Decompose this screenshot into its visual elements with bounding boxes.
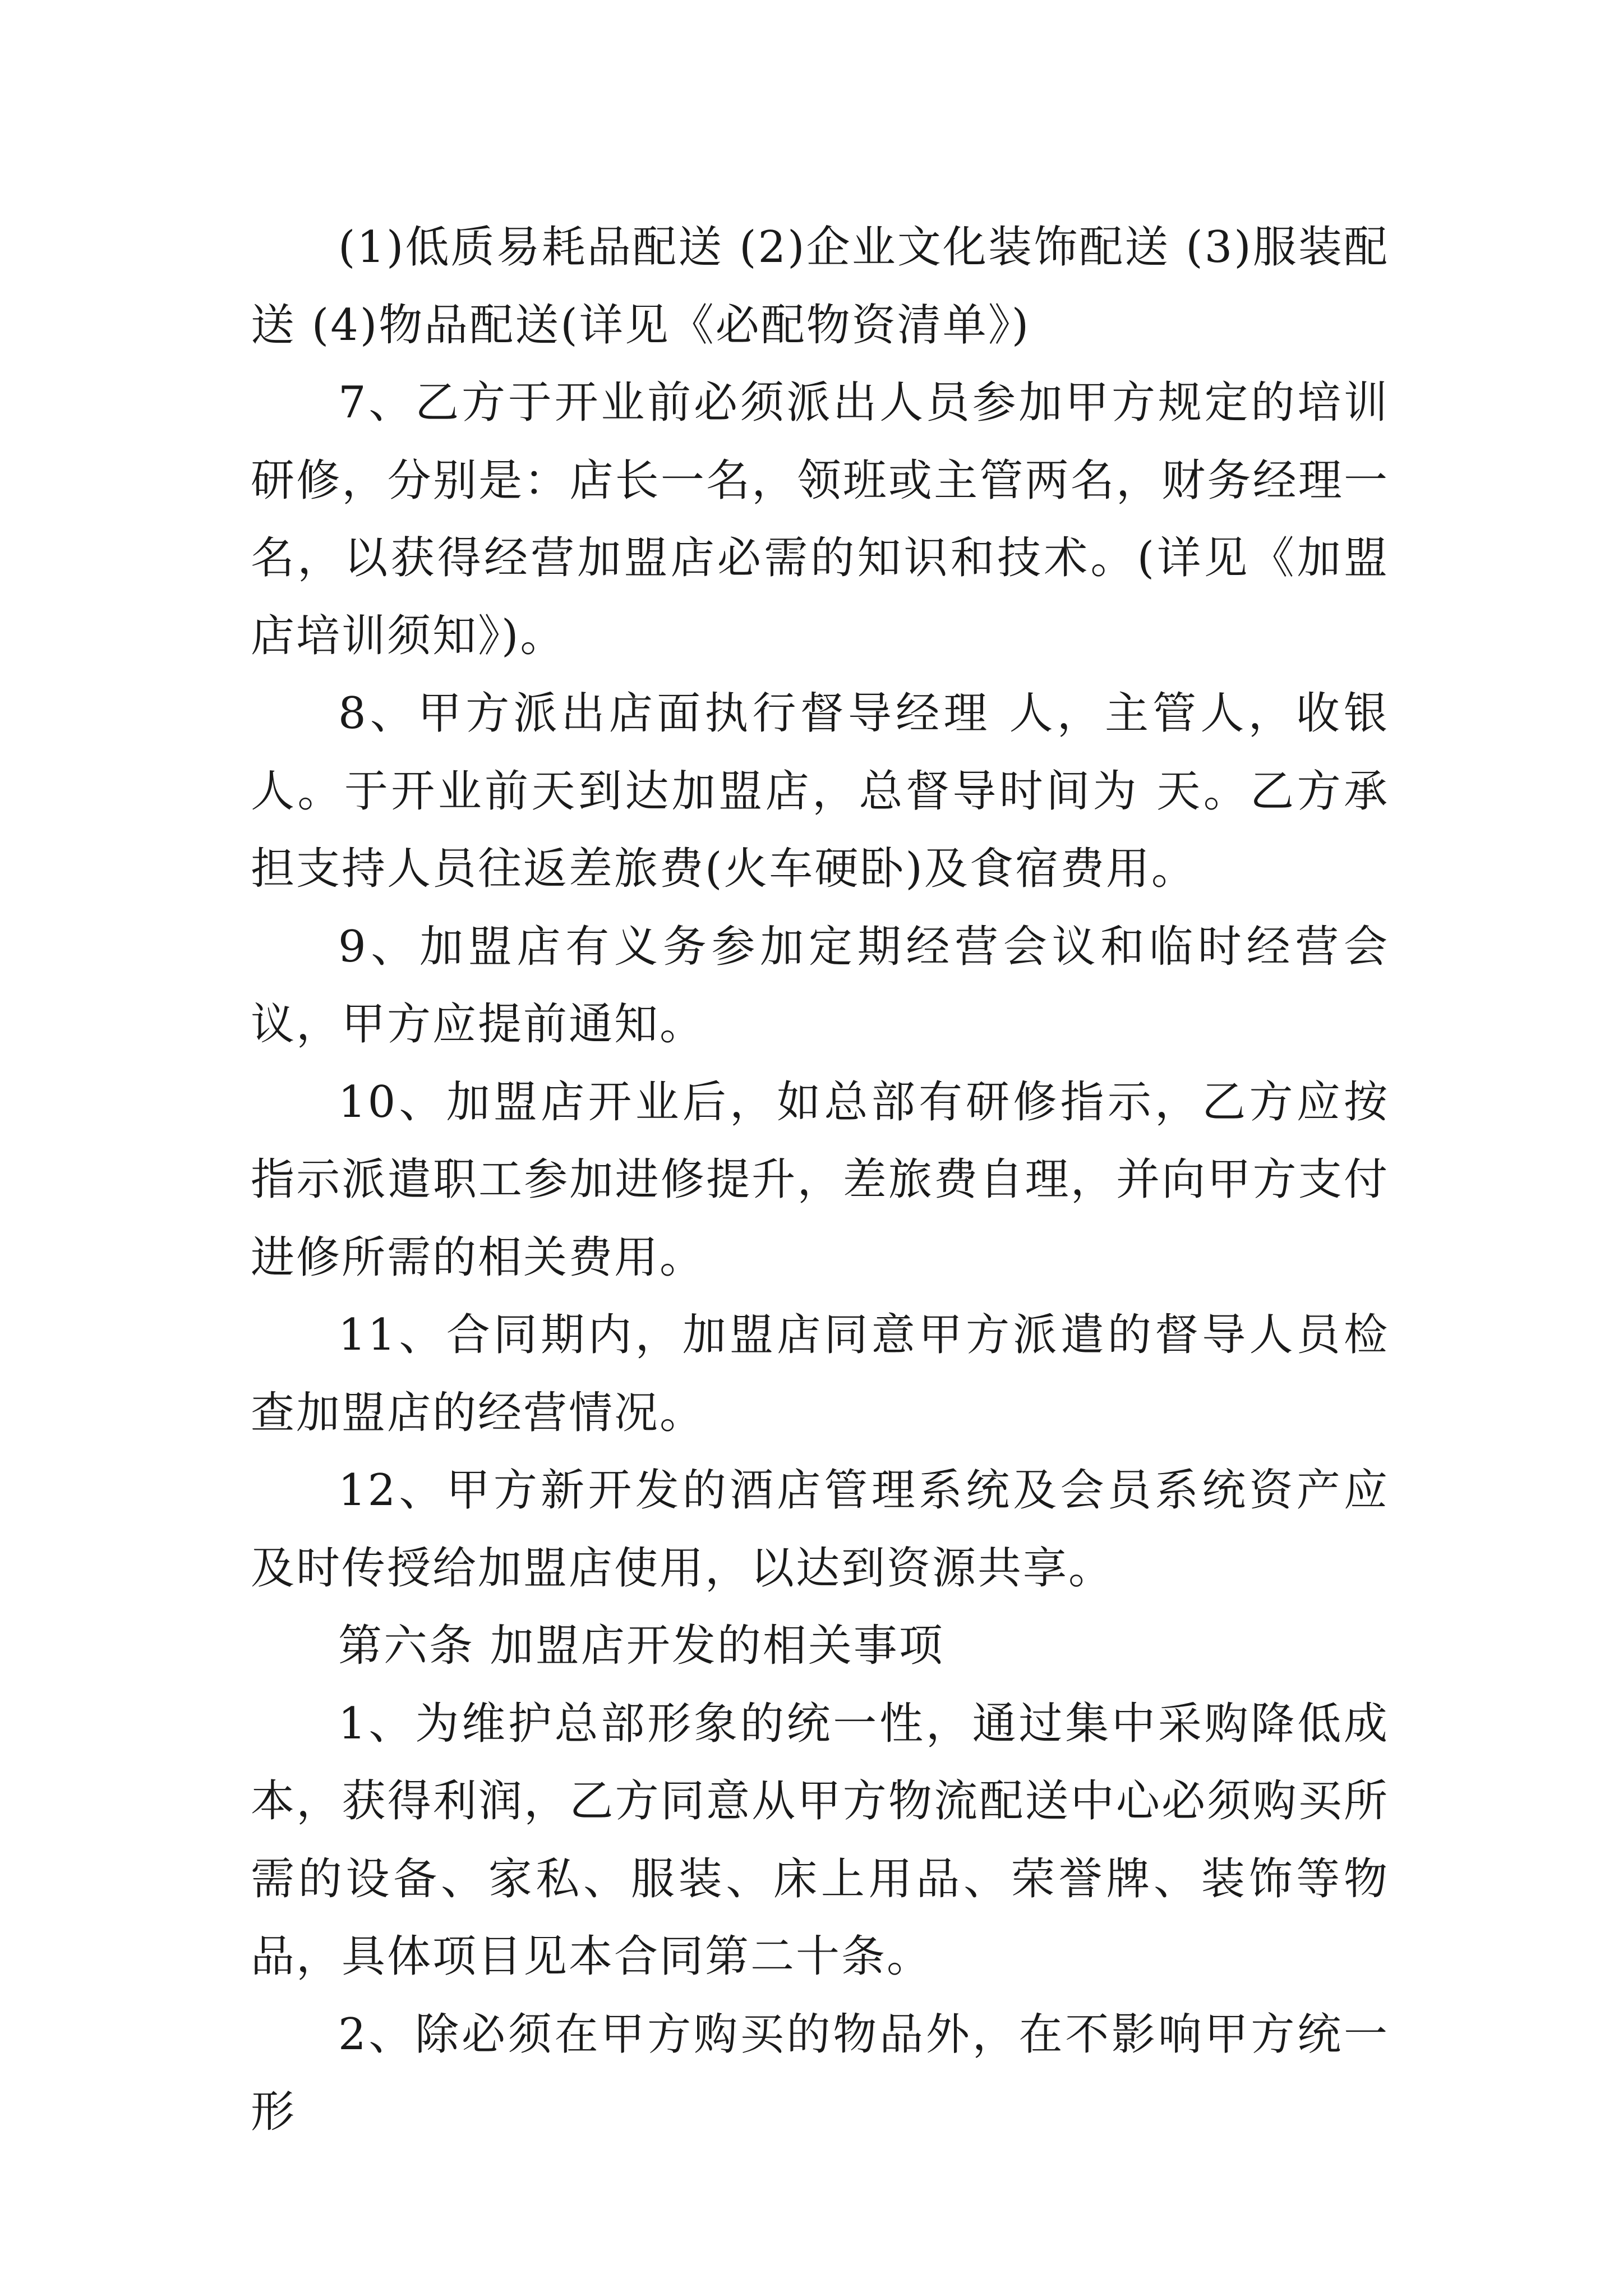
paragraph-clause-12: 12、甲方新开发的酒店管理系统及会员系统资产应及时传授给加盟店使用，以达到资源共享。 [251, 1465, 1389, 1594]
document-body [251, 209, 1389, 2151]
paragraph-delivery-items: (1)低质易耗品配送 (2)企业文化装饰配送 (3)服装配送 (4)物品配送(详见《必配物资清单》) [251, 222, 1389, 351]
paragraph-article-6-clause-2: 2、除必须在甲方购买的物品外，在不影响甲方统一形 [251, 2009, 1389, 2137]
paragraph-clause-8: 8、甲方派出店面执行督导经理 人，主管人，收银人。于开业前天到达加盟店，总督导时间为 天。乙方承担支持人员往返差旅费(火车硬卧)及食宿费用。 [251, 688, 1389, 894]
paragraph-clause-11: 11、合同期内，加盟店同意甲方派遣的督导人员检查加盟店的经营情况。 [251, 1310, 1389, 1438]
section-heading-article-6: 第六条 加盟店开发的相关事项 [338, 1621, 944, 1671]
paragraph-clause-10: 10、加盟店开业后，如总部有研修指示，乙方应按指示派遣职工参加进修提升，差旅费自理，并向甲方支付进修所需的相关费用。 [251, 1076, 1389, 1283]
paragraph-clause-9: 9、加盟店有义务参加定期经营会议和临时经营会议，甲方应提前通知。 [251, 921, 1389, 1050]
paragraph-clause-7: 7、乙方于开业前必须派出人员参加甲方规定的培训研修，分别是：店长一名，领班或主管两名，财务经理一名，以获得经营加盟店必需的知识和技术。(详见《加盟店培训须知》)。 [251, 378, 1389, 661]
paragraph-article-6-clause-1: 1、为维护总部形象的统一性，通过集中采购降低成本，获得利润，乙方同意从甲方物流配送中心必须购买所需的设备、家私、服装、床上用品、荣誉牌、装饰等物品，具体项目见本合同第二十条。 [251, 1698, 1389, 1982]
